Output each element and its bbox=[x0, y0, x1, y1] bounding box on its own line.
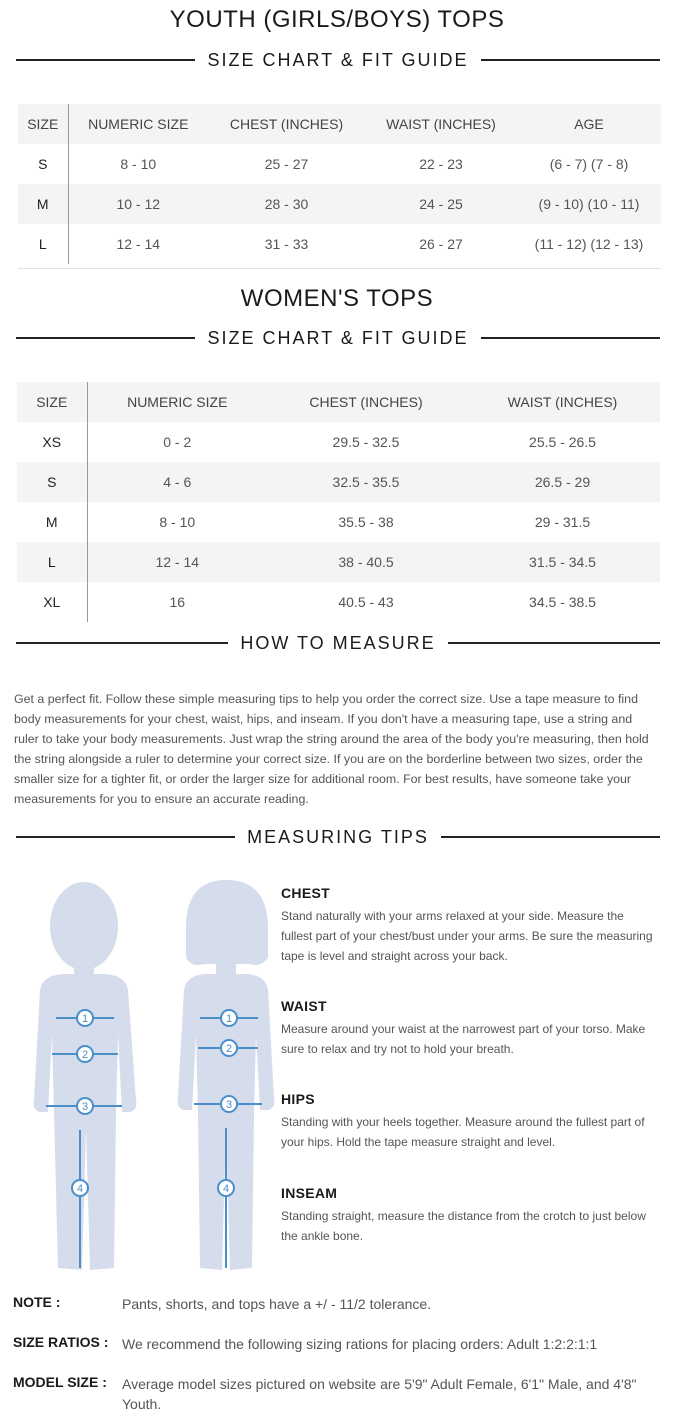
youth-table-row bbox=[18, 184, 661, 224]
women-subtitle bbox=[16, 323, 660, 353]
tip-hips-title: HIPS bbox=[281, 1091, 315, 1107]
women-table-row bbox=[17, 422, 660, 462]
women-subtitle-text: SIZE CHART & FIT GUIDE bbox=[207, 327, 469, 348]
youth-table-cell: 31 - 33 bbox=[264, 236, 309, 252]
girl-marker-2 bbox=[221, 1040, 237, 1056]
women-table-cell: 12 - 14 bbox=[87, 542, 267, 582]
youth-table-cell: (6 - 7) (7 - 8) bbox=[549, 156, 629, 172]
women-table-cell: 8 - 10 bbox=[159, 514, 196, 530]
women-table-cell: 29.5 - 32.5 bbox=[332, 434, 400, 450]
boy-marker-3 bbox=[77, 1098, 93, 1114]
tip-chest-text: Stand naturally with your arms relaxed at your side. Measure the fullest part of your chest/bust under your arms. Be sure the measuring tape is level and straight across your back. bbox=[281, 909, 653, 963]
youth-table-row bbox=[18, 224, 661, 264]
women-header-cell: CHEST (INCHES) bbox=[267, 382, 465, 422]
girl-marker-4 bbox=[218, 1180, 234, 1196]
how-to-measure-text: Get a perfect fit. Follow these simple measuring tips to help you order the correct size. Use a tape measure to find body measurements for your chest, waist, hips, and inseam. If you don't have a measuring tape, use a string and ruler to take your body measurements. Just wrap the string around the area of the body you're measuring, then hold the string alongside a ruler to determine your correct size. If you are on the borderline between two sizes, order the smaller size for a tighter fit, or order the larger size for additional room. For best results, have someone take your measurements for you to ensure an accurate reading. bbox=[14, 692, 649, 806]
tip-waist-text: Measure around your waist at the narrowest part of your torso. Make sure to relax and try not to hold your breath. bbox=[281, 1022, 646, 1056]
youth-table-row bbox=[18, 144, 661, 184]
youth-table-divider bbox=[18, 268, 661, 269]
tip-chest-title: CHEST bbox=[281, 885, 330, 901]
women-table-cell: 32.5 - 35.5 bbox=[267, 462, 465, 502]
boy-figure-illustration bbox=[22, 878, 147, 1276]
women-header-cell: SIZE bbox=[17, 382, 87, 422]
boy-marker-2 bbox=[77, 1046, 93, 1062]
svg-text:2: 2 bbox=[81, 1049, 89, 1061]
youth-header-cell: SIZE bbox=[18, 104, 68, 144]
tip-waist-title: WAIST bbox=[281, 998, 327, 1014]
youth-table-cell: 28 - 30 bbox=[208, 184, 365, 224]
youth-header-cell: CHEST (INCHES) bbox=[208, 104, 365, 144]
youth-table-cell: 24 - 25 bbox=[365, 184, 517, 224]
youth-table-cell: 8 - 10 bbox=[120, 156, 157, 172]
girl-marker-1 bbox=[221, 1010, 237, 1026]
model-size-label: MODEL SIZE : bbox=[13, 1374, 107, 1390]
svg-text:1: 1 bbox=[225, 1013, 233, 1025]
youth-title: YOUTH (GIRLS/BOYS) TOPS bbox=[169, 6, 505, 33]
women-title: WOMEN'S TOPS bbox=[240, 285, 434, 312]
girl-marker-3 bbox=[221, 1096, 237, 1112]
youth-table-cell: (11 - 12) (12 - 13) bbox=[534, 236, 644, 252]
women-size-table bbox=[17, 382, 660, 622]
women-table-row bbox=[17, 502, 660, 542]
youth-table-cell: 10 - 12 bbox=[68, 184, 208, 224]
youth-header-cell: WAIST (INCHES) bbox=[365, 104, 517, 144]
women-table-cell: XL bbox=[17, 582, 87, 622]
svg-text:3: 3 bbox=[225, 1099, 233, 1111]
women-table-cell: 38 - 40.5 bbox=[267, 542, 465, 582]
note-text: Pants, shorts, and tops have a +/ - 11/2 tolerance. bbox=[122, 1296, 432, 1312]
women-table-row bbox=[17, 462, 660, 502]
size-ratios-label: SIZE RATIOS : bbox=[13, 1334, 109, 1350]
how-to-measure-heading-text: HOW TO MEASURE bbox=[240, 632, 436, 653]
women-table-cell: S bbox=[17, 462, 87, 502]
women-table-cell: 25.5 - 26.5 bbox=[529, 434, 596, 450]
boy-marker-4 bbox=[72, 1180, 88, 1196]
measuring-tips-heading bbox=[16, 822, 660, 852]
women-table-row bbox=[17, 542, 660, 582]
youth-table-cell: 22 - 23 bbox=[419, 156, 463, 172]
tip-inseam-text: Standing straight, measure the distance from the crotch to just below the ankle bone. bbox=[281, 1209, 646, 1243]
youth-header-cell: NUMERIC SIZE bbox=[68, 104, 208, 144]
women-table-cell: 0 - 2 bbox=[163, 434, 192, 450]
how-to-measure-heading bbox=[16, 628, 660, 658]
women-table-header-row bbox=[17, 382, 660, 422]
women-table-cell: 31.5 - 34.5 bbox=[465, 542, 660, 582]
svg-text:3: 3 bbox=[81, 1101, 89, 1113]
youth-subtitle-text: SIZE CHART & FIT GUIDE bbox=[207, 49, 469, 70]
youth-table-header-row bbox=[18, 104, 661, 144]
girl-figure-illustration bbox=[170, 878, 280, 1276]
youth-table-cell: (9 - 10) (10 - 11) bbox=[517, 184, 661, 224]
women-table-cell: XS bbox=[17, 422, 87, 462]
youth-table-cell: L bbox=[18, 224, 68, 264]
youth-table-cell: M bbox=[18, 184, 68, 224]
measuring-tips-heading-text: MEASURING TIPS bbox=[247, 826, 429, 847]
boy-marker-1 bbox=[77, 1010, 93, 1026]
youth-table-cell: 12 - 14 bbox=[116, 236, 161, 252]
women-table-cell: 16 bbox=[169, 594, 186, 610]
women-table-cell: M bbox=[17, 502, 87, 542]
women-table-cell: 40.5 - 43 bbox=[338, 594, 394, 610]
tip-hips-text: Standing with your heels together. Measure around the fullest part of your hips. Hold the tape measure straight and level. bbox=[281, 1115, 645, 1149]
women-table-row bbox=[17, 582, 660, 622]
youth-size-table bbox=[18, 104, 662, 264]
svg-text:2: 2 bbox=[225, 1043, 233, 1055]
women-table-cell: 26.5 - 29 bbox=[465, 462, 660, 502]
size-ratios-text: We recommend the following sizing rations for placing orders: Adult 1:2:2:1:1 bbox=[122, 1336, 598, 1352]
women-table-cell: L bbox=[17, 542, 87, 582]
svg-text:4: 4 bbox=[76, 1183, 84, 1195]
model-size-text: Average model sizes pictured on website are 5'9" Adult Female, 6'1" Male, and 4'8" Youth. bbox=[122, 1376, 637, 1412]
women-table-cell: 35.5 - 38 bbox=[338, 514, 394, 530]
youth-table-cell: 26 - 27 bbox=[419, 236, 463, 252]
note-label: NOTE : bbox=[13, 1294, 61, 1310]
tip-inseam-title: INSEAM bbox=[281, 1185, 338, 1201]
youth-subtitle bbox=[16, 45, 660, 75]
svg-text:1: 1 bbox=[81, 1013, 89, 1025]
youth-table-cell: S bbox=[18, 144, 68, 184]
svg-text:4: 4 bbox=[222, 1183, 230, 1195]
women-header-cell: WAIST (INCHES) bbox=[465, 382, 660, 422]
women-table-cell: 4 - 6 bbox=[87, 462, 267, 502]
youth-header-cell: AGE bbox=[517, 104, 661, 144]
women-table-cell: 29 - 31.5 bbox=[534, 514, 591, 530]
youth-table-cell: 25 - 27 bbox=[264, 156, 309, 172]
women-header-cell: NUMERIC SIZE bbox=[87, 382, 267, 422]
women-table-cell: 34.5 - 38.5 bbox=[529, 594, 596, 610]
